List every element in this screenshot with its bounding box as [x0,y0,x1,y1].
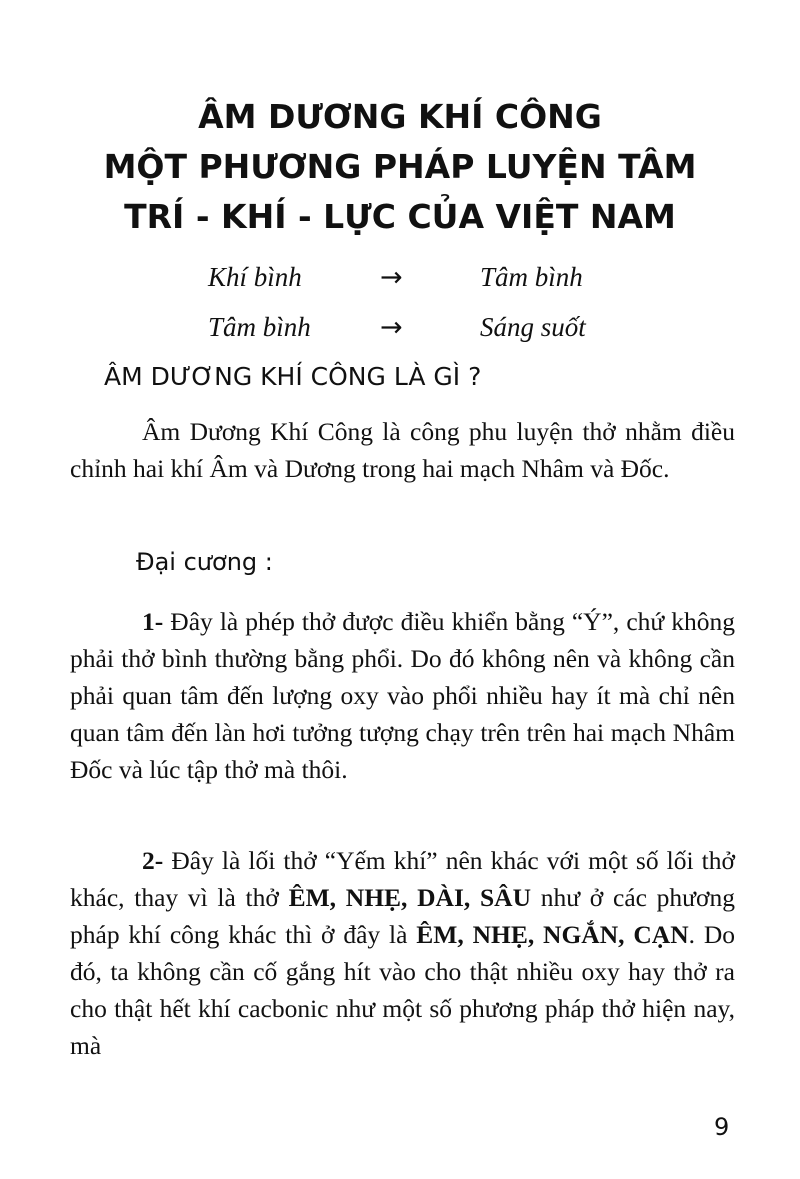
point-text: Đây là phép thở được điều khiển bằng “Ý”, chứ không phải thở bình thường bằng phổi. Do đó không nên và không cần phải quan tâm đến lượng oxy vào phổi nhiều hay ít mà chỉ nên quan tâm đến làn hơi tưởng tượng chạy trên trên hai mạch Nhâm Đốc và lúc tập thở mà thôi. [70,607,736,784]
page-number: 9 [714,1113,730,1141]
point-text-b: như ở các phương pháp khí công khác thì ở đây là [70,883,735,949]
point-1-paragraph [70,603,735,788]
point-text-a: Đây là lối thở “Yếm khí” nên khác với một số lối thở khác, thay vì là thở [70,846,735,912]
formula-right: Sáng suốt [480,312,586,342]
title-line-3: TRÍ - KHÍ - LỰC CỦA VIỆT NAM [124,197,676,236]
formula-left: Tâm bình [208,312,311,342]
formula-left: Khí bình [208,262,302,292]
bold-phrase-a: ÊM, NHẸ, DÀI, SÂU [288,883,532,912]
title-line-1: ÂM DƯƠNG KHÍ CÔNG [198,97,602,136]
page-title [60,92,740,242]
intro-paragraph: Âm Dương Khí Công là công phu luyện thở nhằm điều chỉnh hai khí Âm và Dương trong hai mạch Nhâm và Đốc. [70,417,735,483]
section-heading: ÂM DƯƠNG KHÍ CÔNG LÀ GÌ ? [104,362,482,391]
point-text-c: . Do đó, ta không cần cố gắng hít vào cho thật nhiều oxy hay thở ra cho thật hết khí cacbonic như một số phương pháp thở hiện nay, mà [70,920,736,1060]
bold-phrase-b: ÊM, NHẸ, NGẮN, CẠN [416,920,689,949]
formula-right: Tâm bình [480,262,583,292]
point-number: 1- [142,607,164,636]
point-number: 2- [142,846,164,875]
point-2-paragraph [70,842,735,1064]
subheading: Đại cương : [136,548,273,576]
title-line-2: MỘT PHƯƠNG PHÁP LUYỆN TÂM [103,147,697,186]
arrow-right-icon: → [380,312,403,343]
arrow-right-icon: → [380,262,403,293]
